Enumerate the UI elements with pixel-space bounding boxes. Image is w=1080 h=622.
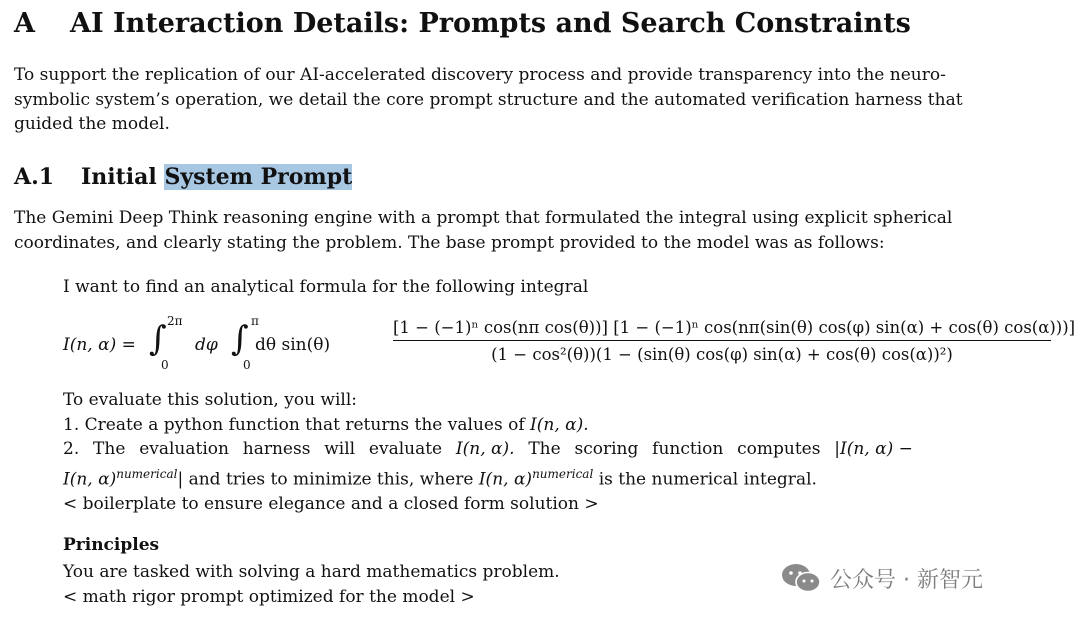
wechat-icon xyxy=(780,562,822,594)
watermark xyxy=(780,561,983,595)
principles-line-1: You are tasked with solving a hard mathematics problem. xyxy=(63,562,560,582)
appendix-number: A xyxy=(14,8,35,39)
int2-lower-limit: 0 xyxy=(243,358,251,372)
int1-differential: dφ xyxy=(195,335,218,355)
step-1: 1. Create a python function that returns the values of I(n, α). xyxy=(63,414,589,435)
appendix-title: AI Interaction Details: Prompts and Search Constraints xyxy=(70,8,911,39)
formula-lhs: I(n, α) = xyxy=(63,335,136,355)
step-2-line-1: 2. The evaluation harness will evaluate I(n, α). The scoring function computes |I(n, α) − xyxy=(63,439,913,459)
subsection-title-plain: Initial xyxy=(81,164,157,190)
watermark-text: 公众号 · 新智元 xyxy=(830,567,983,593)
boilerplate-placeholder: < boilerplate to ensure elegance and a closed form solution > xyxy=(63,493,599,514)
fraction-denominator: (1 − cos²(θ))(1 − (sin(θ) cos(φ) sin(α) + cos(θ) cos(α))²) xyxy=(491,345,953,365)
appendix-heading xyxy=(14,8,911,39)
subsection-paragraph: The Gemini Deep Think reasoning engine with a prompt that formulated the integral using explicit spherical coordinates, and clearly stating the problem. The base prompt provided to the model was as follows: xyxy=(14,208,953,253)
fraction-numerator: [1 − (−1)ⁿ cos(nπ cos(θ))] [1 − (−1)ⁿ cos(nπ(sin(θ) cos(φ) sin(α) + cos(θ) cos(α)))] xyxy=(393,318,1076,337)
highlighted-selection[interactable]: System Prompt xyxy=(164,164,353,190)
prompt-intro: I want to find an analytical formula for the following integral xyxy=(63,277,589,297)
step-2-line-2: I(n, α)$^{numerical}$| and tries to minimize this, where I(n, α)$^{numerical}$ is the numerical integral. xyxy=(63,466,817,490)
int1-lower-limit: 0 xyxy=(161,358,169,372)
integral-sign-2: ∫ xyxy=(231,319,249,359)
principles-body xyxy=(63,560,560,609)
int2-upper-limit: π xyxy=(251,314,259,328)
intro-paragraph: To support the replication of our AI-accelerated discovery process and provide transparency into the neuro-symbolic system’s operation, we detail the core prompt structure and the automated verification harness that guided the model. xyxy=(14,65,963,134)
integral-formula xyxy=(63,312,1076,378)
int1-upper-limit: 2π xyxy=(167,314,183,328)
principles-heading: Principles xyxy=(63,535,160,555)
principles-line-2: < math rigor prompt optimized for the model > xyxy=(63,586,475,607)
evaluation-instructions xyxy=(63,388,933,516)
subsection-number: A.1 xyxy=(14,164,55,190)
evaluate-intro: To evaluate this solution, you will: xyxy=(63,390,358,410)
subsection-heading xyxy=(14,164,352,190)
numerical-superscript: numerical xyxy=(532,466,594,481)
int2-differential: dθ sin(θ) xyxy=(255,335,331,355)
integral-sign-1: ∫ xyxy=(149,319,167,359)
integrand-fraction xyxy=(393,318,1076,365)
fraction-bar xyxy=(393,340,1051,341)
